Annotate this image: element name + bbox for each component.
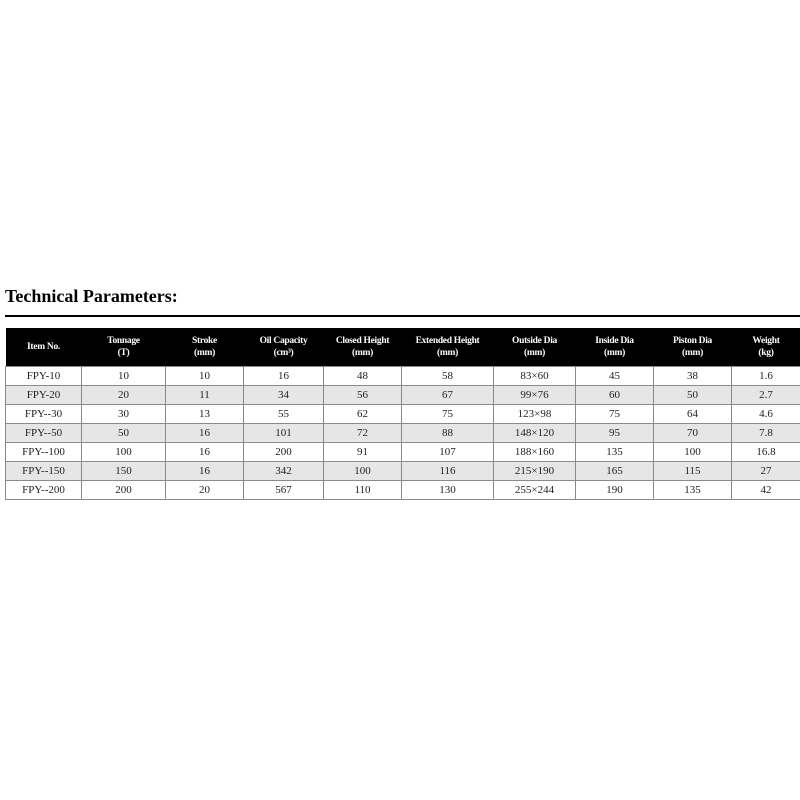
table-cell: 150 — [82, 462, 166, 481]
table-cell: 16 — [166, 424, 244, 443]
table-cell: 200 — [244, 443, 324, 462]
table-cell: 100 — [82, 443, 166, 462]
table-row — [6, 367, 800, 386]
table-cell: 91 — [324, 443, 402, 462]
table-cell: 115 — [654, 462, 732, 481]
table-cell: 148×120 — [494, 424, 576, 443]
table-cell: 45 — [576, 367, 654, 386]
parameters-table-container — [5, 328, 800, 500]
table-row — [6, 424, 800, 443]
table-cell: 88 — [402, 424, 494, 443]
table-cell: FPY--50 — [6, 424, 82, 443]
column-header — [324, 328, 402, 367]
table-cell: 200 — [82, 481, 166, 500]
column-header-label: Outside Dia — [512, 336, 557, 346]
table-cell: 123×98 — [494, 405, 576, 424]
table-cell: 1.6 — [732, 367, 800, 386]
table-cell: 16 — [166, 443, 244, 462]
table-cell: FPY--150 — [6, 462, 82, 481]
table-cell: 16 — [166, 462, 244, 481]
table-cell: 20 — [166, 481, 244, 500]
table-cell: 135 — [654, 481, 732, 500]
column-header-label: Piston Dia — [673, 336, 712, 346]
column-header — [494, 328, 576, 367]
table-cell: 101 — [244, 424, 324, 443]
column-header-unit: (mm) — [437, 348, 458, 358]
table-cell: 58 — [402, 367, 494, 386]
column-header-label: Inside Dia — [595, 336, 634, 346]
table-cell: 110 — [324, 481, 402, 500]
table-cell: 7.8 — [732, 424, 800, 443]
table-cell: 16.8 — [732, 443, 800, 462]
column-header-label: Closed Height — [335, 336, 390, 346]
header-row — [6, 328, 800, 367]
table-cell: FPY-10 — [6, 367, 82, 386]
table-cell: 56 — [324, 386, 402, 405]
table-cell: 116 — [402, 462, 494, 481]
table-cell: 567 — [244, 481, 324, 500]
column-header-unit: (T) — [117, 348, 130, 358]
table-cell: 30 — [82, 405, 166, 424]
column-header-label: Extended Height — [415, 336, 480, 346]
column-header — [654, 328, 732, 367]
table-cell: 64 — [654, 405, 732, 424]
table-cell: 10 — [82, 367, 166, 386]
table-cell: 4.6 — [732, 405, 800, 424]
table-cell: 100 — [324, 462, 402, 481]
table-cell: 42 — [732, 481, 800, 500]
column-header-unit: (mm) — [524, 348, 545, 358]
table-cell: 342 — [244, 462, 324, 481]
title-underline — [5, 315, 800, 317]
column-header — [244, 328, 324, 367]
table-row — [6, 386, 800, 405]
parameters-table — [5, 328, 800, 500]
table-cell: 188×160 — [494, 443, 576, 462]
table-cell: FPY--200 — [6, 481, 82, 500]
table-cell: 27 — [732, 462, 800, 481]
table-cell: 20 — [82, 386, 166, 405]
table-row — [6, 405, 800, 424]
column-header-unit: (mm) — [194, 348, 215, 358]
page-title: Technical Parameters: — [5, 286, 178, 306]
table-cell: 83×60 — [494, 367, 576, 386]
column-header — [576, 328, 654, 367]
table-cell: 72 — [324, 424, 402, 443]
column-header-label: Stroke — [192, 336, 217, 346]
table-cell: FPY-20 — [6, 386, 82, 405]
column-header — [732, 328, 800, 367]
table-cell: 99×76 — [494, 386, 576, 405]
table-cell: 50 — [82, 424, 166, 443]
table-cell: 10 — [166, 367, 244, 386]
column-header-unit: (cm³) — [273, 348, 294, 358]
table-cell: 165 — [576, 462, 654, 481]
section-header — [5, 286, 800, 306]
column-header — [6, 328, 82, 367]
table-cell: 62 — [324, 405, 402, 424]
column-header-unit: (kg) — [758, 348, 774, 358]
table-cell: 50 — [654, 386, 732, 405]
table-cell: FPY--30 — [6, 405, 82, 424]
table-cell: 11 — [166, 386, 244, 405]
column-header-label: Tonnage — [107, 336, 140, 346]
table-cell: 75 — [576, 405, 654, 424]
column-header-unit: (mm) — [604, 348, 625, 358]
table-cell: 48 — [324, 367, 402, 386]
table-cell: 13 — [166, 405, 244, 424]
table-cell: 60 — [576, 386, 654, 405]
table-cell: 2.7 — [732, 386, 800, 405]
table-cell: 38 — [654, 367, 732, 386]
table-cell: FPY--100 — [6, 443, 82, 462]
table-cell: 34 — [244, 386, 324, 405]
column-header-label: Item No. — [27, 342, 60, 352]
table-cell: 16 — [244, 367, 324, 386]
table-cell: 55 — [244, 405, 324, 424]
table-cell: 75 — [402, 405, 494, 424]
table-cell: 70 — [654, 424, 732, 443]
table-cell: 100 — [654, 443, 732, 462]
column-header-label: Weight — [752, 336, 780, 346]
table-row — [6, 443, 800, 462]
column-header — [402, 328, 494, 367]
table-cell: 135 — [576, 443, 654, 462]
table-cell: 255×244 — [494, 481, 576, 500]
column-header-label: Oil Capacity — [259, 336, 308, 346]
column-header-unit: (mm) — [352, 348, 373, 358]
table-cell: 67 — [402, 386, 494, 405]
table-cell: 95 — [576, 424, 654, 443]
table-body — [6, 367, 800, 500]
table-cell: 190 — [576, 481, 654, 500]
table-row — [6, 462, 800, 481]
column-header-unit: (mm) — [682, 348, 703, 358]
column-header — [82, 328, 166, 367]
table-cell: 130 — [402, 481, 494, 500]
table-row — [6, 481, 800, 500]
table-cell: 107 — [402, 443, 494, 462]
table-cell: 215×190 — [494, 462, 576, 481]
column-header — [166, 328, 244, 367]
